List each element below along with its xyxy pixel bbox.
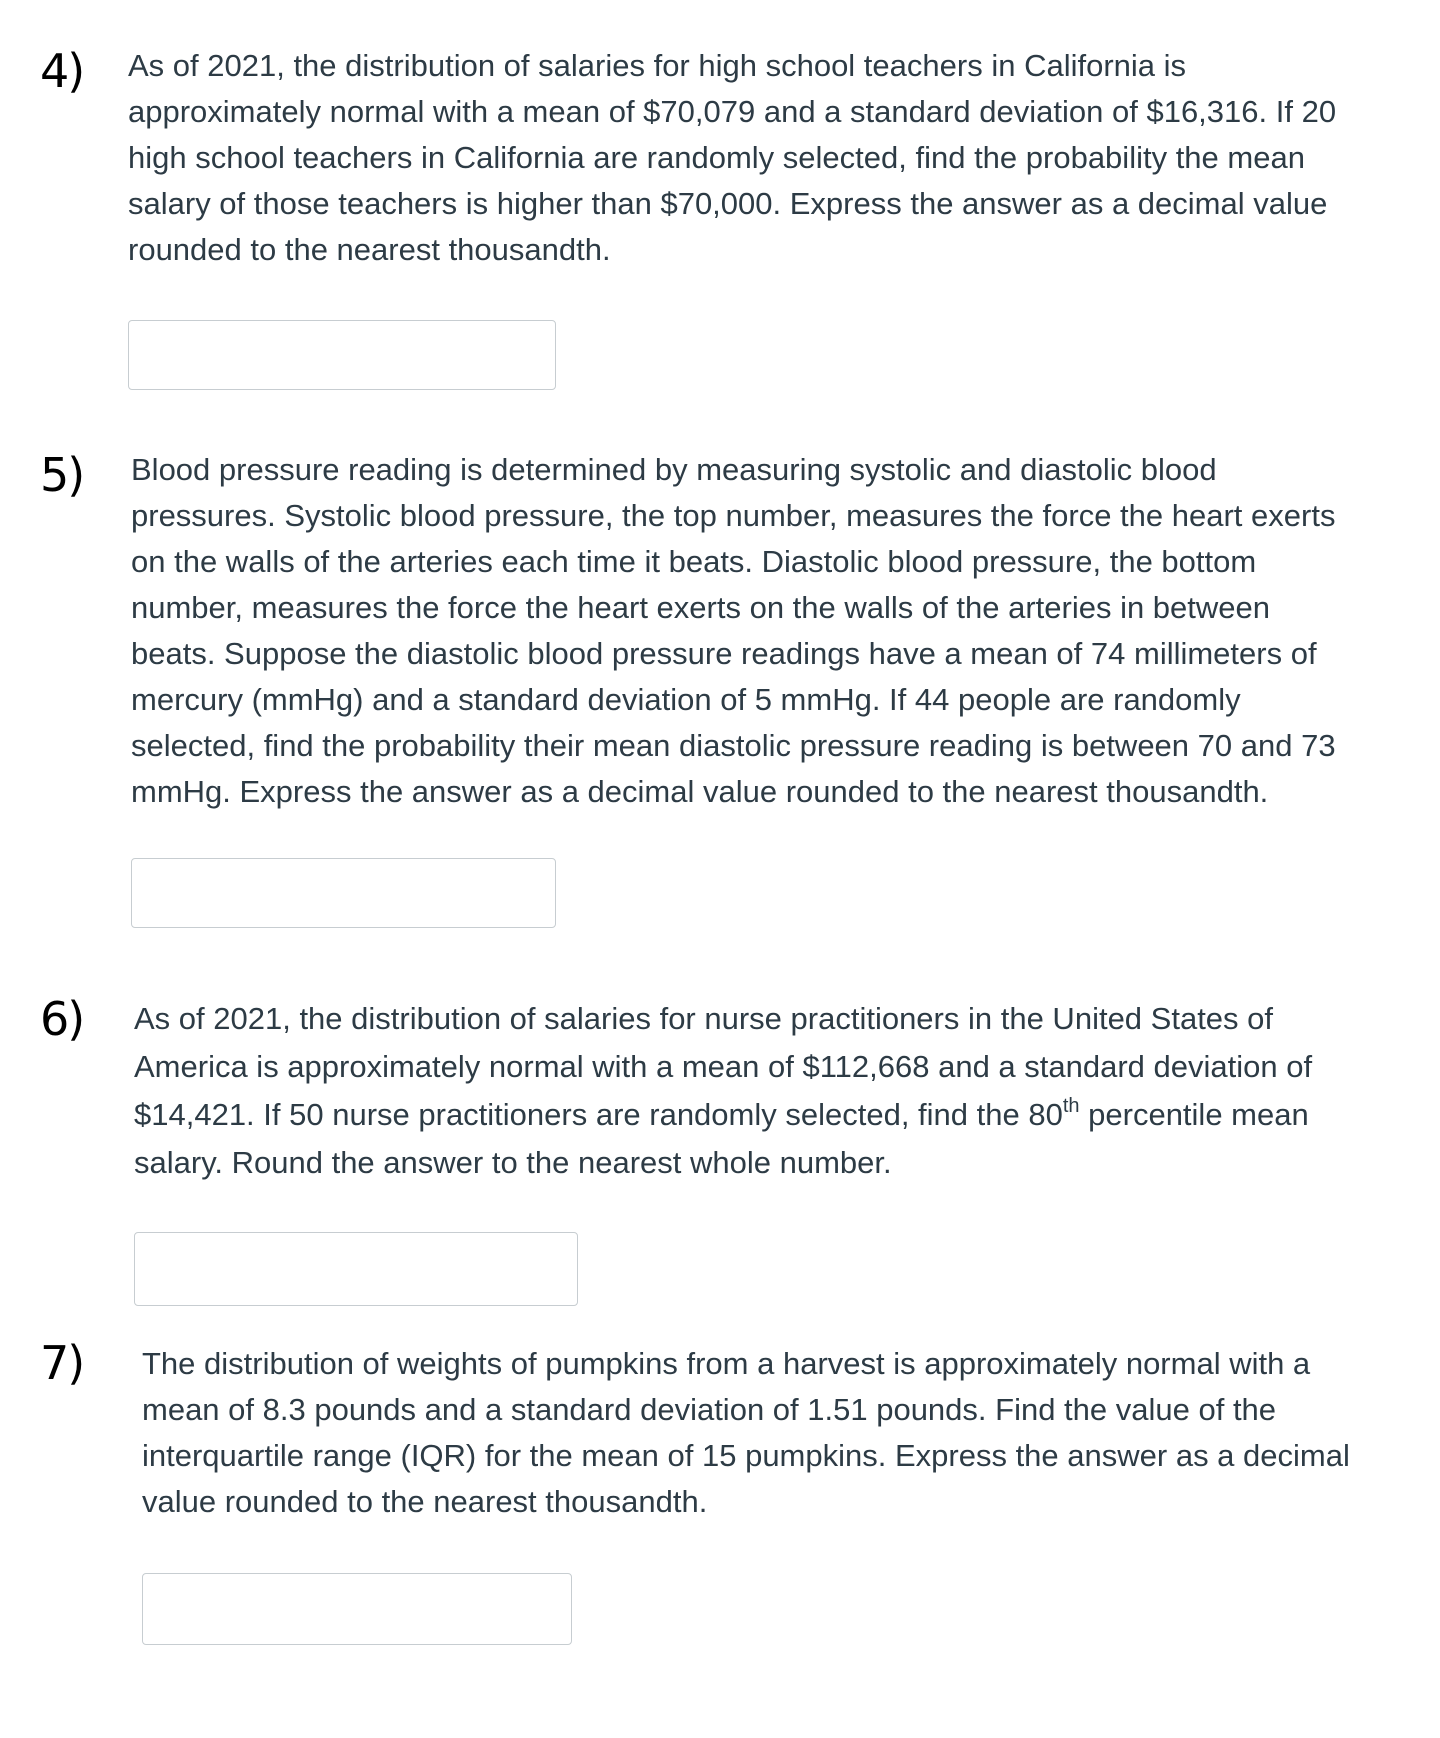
question-7-number: 7)	[40, 1336, 84, 1390]
question-7-answer-input[interactable]	[142, 1573, 572, 1645]
question-6-number: 6)	[40, 992, 84, 1046]
question-6-text-part-1: As of 2021, the distribution of salaries for nurse practitioners in the United States of America is approximately normal with a mean of $112,668 and a standard deviation of $14,421. If 50 nurse practitioners are randomly selected, find the 80	[134, 1001, 1313, 1132]
question-4-number: 4)	[40, 44, 84, 98]
question-7-text: The distribution of weights of pumpkins from a harvest is approximately normal with a mean of 8.3 pounds and a standard deviation of 1.51 pounds. Find the value of the interquartile range (IQR) for the mean of 15 pumpkins. Express the answer as a decimal value rounded to the nearest thousandth.	[142, 1346, 1350, 1519]
question-5-text: Blood pressure reading is determined by measuring systolic and diastolic blood pressures. Systolic blood pressure, the top number, measures the force the heart exerts on the walls of the arteries each time it beats. Diastolic blood pressure, the bottom number, measures the force the heart exerts on the walls of the arteries in between beats. Suppose the diastolic blood pressure readings have a mean of 74 millimeters of mercury (mmHg) and a standard deviation of 5 mmHg. If 44 people are randomly selected, find the probability their mean diastolic pressure reading is between 70 and 73 mmHg. Express the answer as a decimal value rounded to the nearest thousandth.	[131, 452, 1336, 809]
question-6-text-part-2: percentile mean salary. Round the answer to the nearest whole number.	[134, 1097, 1309, 1180]
question-4-answer-input[interactable]	[128, 320, 556, 390]
question-5-answer-input[interactable]	[131, 858, 556, 928]
question-4-text: As of 2021, the distribution of salaries for high school teachers in California is approximately normal with a mean of $70,079 and a standard deviation of $16,316. If 20 high school teachers in California are randomly selected, find the probability the mean salary of those teachers is higher than $70,000. Express the answer as a decimal value rounded to the nearest thousandth.	[128, 48, 1337, 267]
question-5-number: 5)	[40, 448, 84, 502]
question-6-answer-input[interactable]	[134, 1232, 578, 1306]
question-6-text	[134, 995, 1379, 1187]
question-6-superscript: th	[1062, 1094, 1080, 1117]
